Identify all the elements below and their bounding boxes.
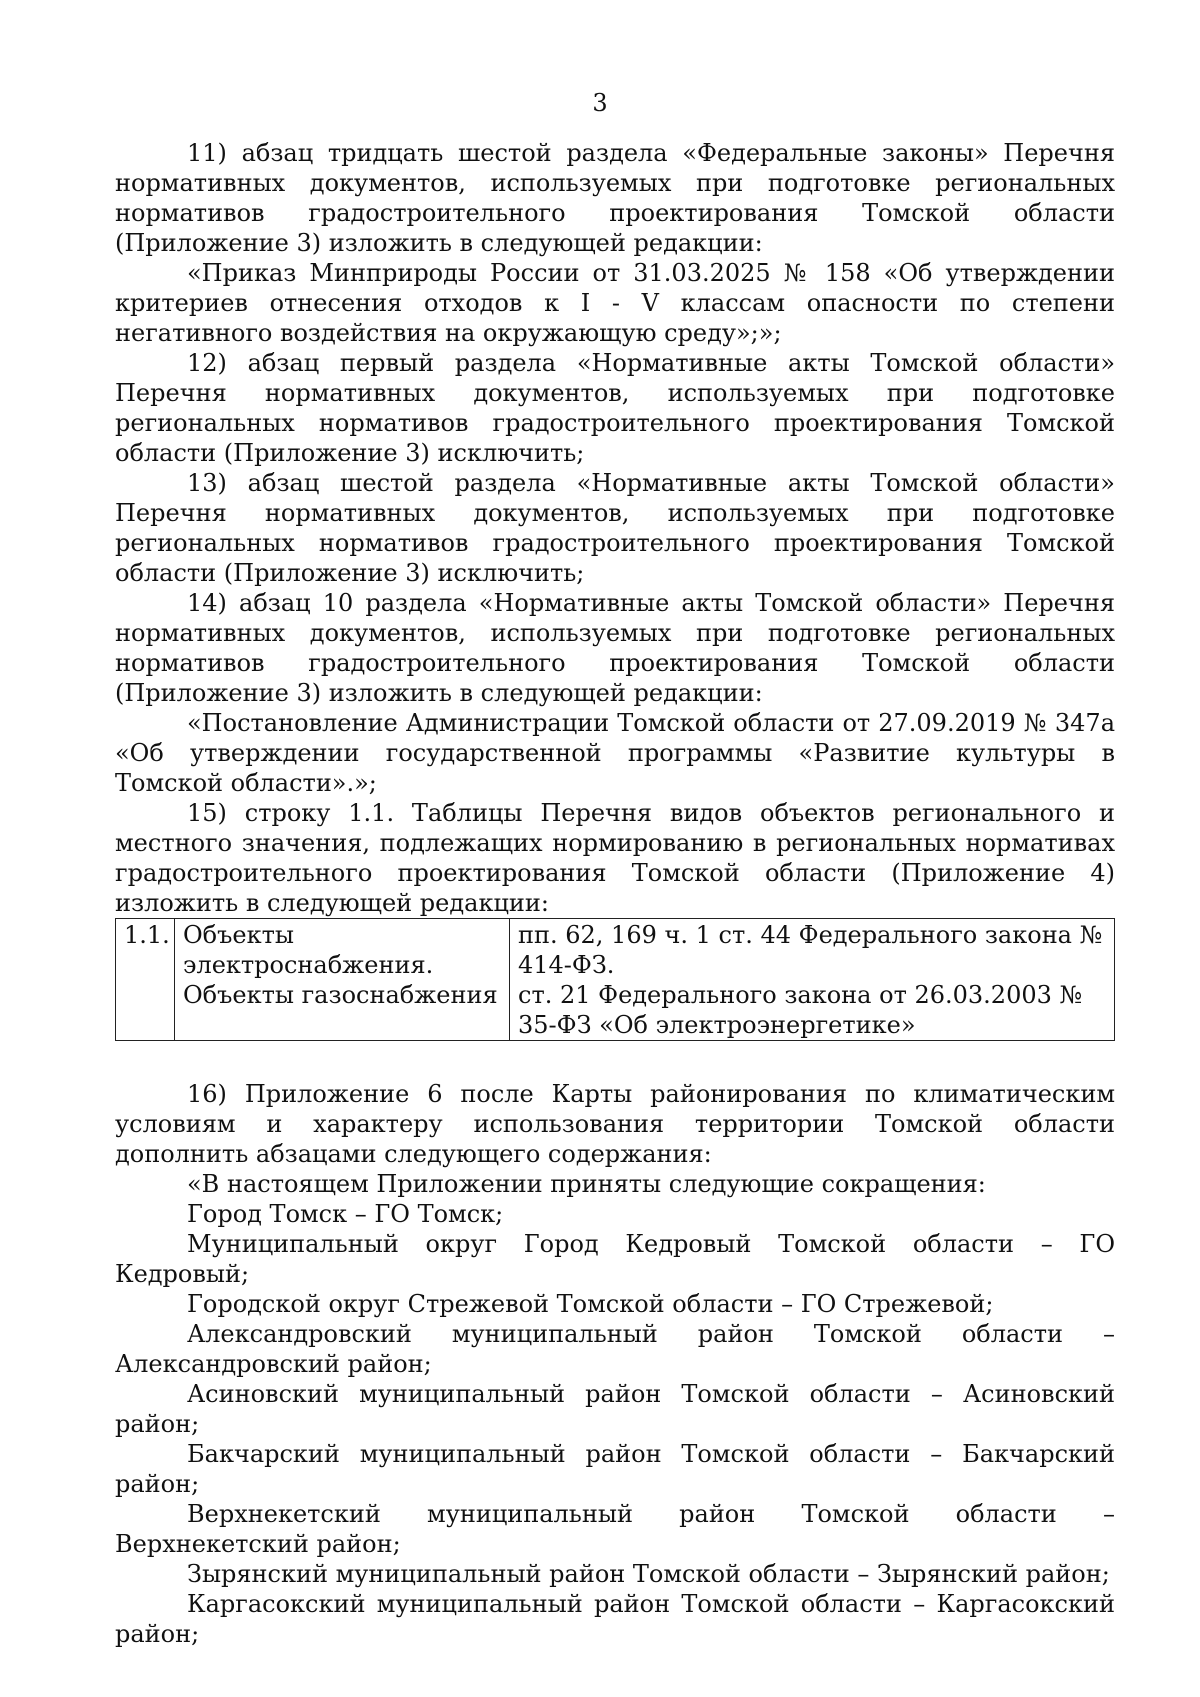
abbreviation-line: Александровский муниципальный район Томской области – Александровский район;	[115, 1320, 1115, 1378]
paragraph-item-14: 14) абзац 10 раздела «Нормативные акты Томской области» Перечня нормативных документов, используемых при подготовке региональных нормативов градостроительного проектирования Томской области (Приложение 3) изложить в следующей редакции:	[115, 589, 1115, 707]
table-row	[116, 919, 1115, 1041]
abbreviation-line: Каргасокский муниципальный район Томской области – Каргасокский район;	[115, 1590, 1115, 1648]
abbreviation-line: Асиновский муниципальный район Томской области – Асиновский район;	[115, 1380, 1115, 1438]
basis-line-1: пп. 62, 169 ч. 1 ст. 44 Федерального закона № 414-ФЗ.	[518, 921, 1103, 979]
abbreviation-line: Бакчарский муниципальный район Томской области – Бакчарский район;	[115, 1440, 1115, 1498]
paragraph-item-15: 15) строку 1.1. Таблицы Перечня видов объектов регионального и местного значения, подлежащих нормированию в региональных нормативах градостроительного проектирования Томской области (Приложение 4) изложить в следующей редакции:	[115, 799, 1115, 917]
table-cell-objects	[175, 919, 510, 1041]
abbreviation-line: Муниципальный округ Город Кедровый Томской области – ГО Кедровый;	[115, 1230, 1115, 1288]
paragraph-item-13: 13) абзац шестой раздела «Нормативные акты Томской области» Перечня нормативных документов, используемых при подготовке региональных нормативов градостроительного проектирования Томской области (Приложение 3) исключить;	[115, 469, 1115, 587]
paragraph-item-16: 16) Приложение 6 после Карты районирования по климатическим условиям и характеру использования территории Томской области дополнить абзацами следующего содержания:	[115, 1080, 1115, 1168]
abbreviation-line: Верхнекетский муниципальный район Томской области – Верхнекетский район;	[115, 1500, 1115, 1558]
document-body	[115, 138, 1115, 1649]
table-cell-number: 1.1.	[116, 919, 175, 1041]
objects-line-electric: Объекты электроснабжения.	[183, 921, 434, 979]
table-cell-legal-basis	[510, 919, 1115, 1041]
page-number: 3	[592, 89, 608, 117]
basis-line-2: ст. 21 Федерального закона от 26.03.2003 № 35-ФЗ «Об электроэнергетике»	[518, 981, 1083, 1039]
paragraph-abbreviations-intro: «В настоящем Приложении приняты следующие сокращения:	[187, 1170, 986, 1198]
spacer	[115, 1041, 1115, 1079]
abbreviation-line: Зырянский муниципальный район Томской области – Зырянский район;	[187, 1560, 1110, 1588]
abbreviation-line: Городской округ Стрежевой Томской области – ГО Стрежевой;	[187, 1290, 994, 1318]
paragraph-quote-resolution-347a: «Постановление Администрации Томской области от 27.09.2019 № 347а «Об утверждении государственной программы «Развитие культуры в Томской области».»;	[115, 709, 1115, 797]
abbreviation-line: Город Томск – ГО Томск;	[187, 1200, 504, 1228]
paragraph-item-12: 12) абзац первый раздела «Нормативные акты Томской области» Перечня нормативных документов, используемых при подготовке региональных нормативов градостроительного проектирования Томской области (Приложение 3) исключить;	[115, 349, 1115, 467]
paragraph-quote-order-158: «Приказ Минприроды России от 31.03.2025 № 158 «Об утверждении критериев отнесения отходов к I - V классам опасности по степени негативного воздействия на окружающую среду»;»;	[115, 259, 1115, 347]
objects-line-gas: Объекты газоснабжения	[183, 981, 498, 1009]
paragraph-item-11: 11) абзац тридцать шестой раздела «Федеральные законы» Перечня нормативных документов, используемых при подготовке региональных нормативов градостроительного проектирования Томской области (Приложение 3) изложить в следующей редакции:	[115, 139, 1115, 257]
objects-table	[115, 918, 1115, 1041]
